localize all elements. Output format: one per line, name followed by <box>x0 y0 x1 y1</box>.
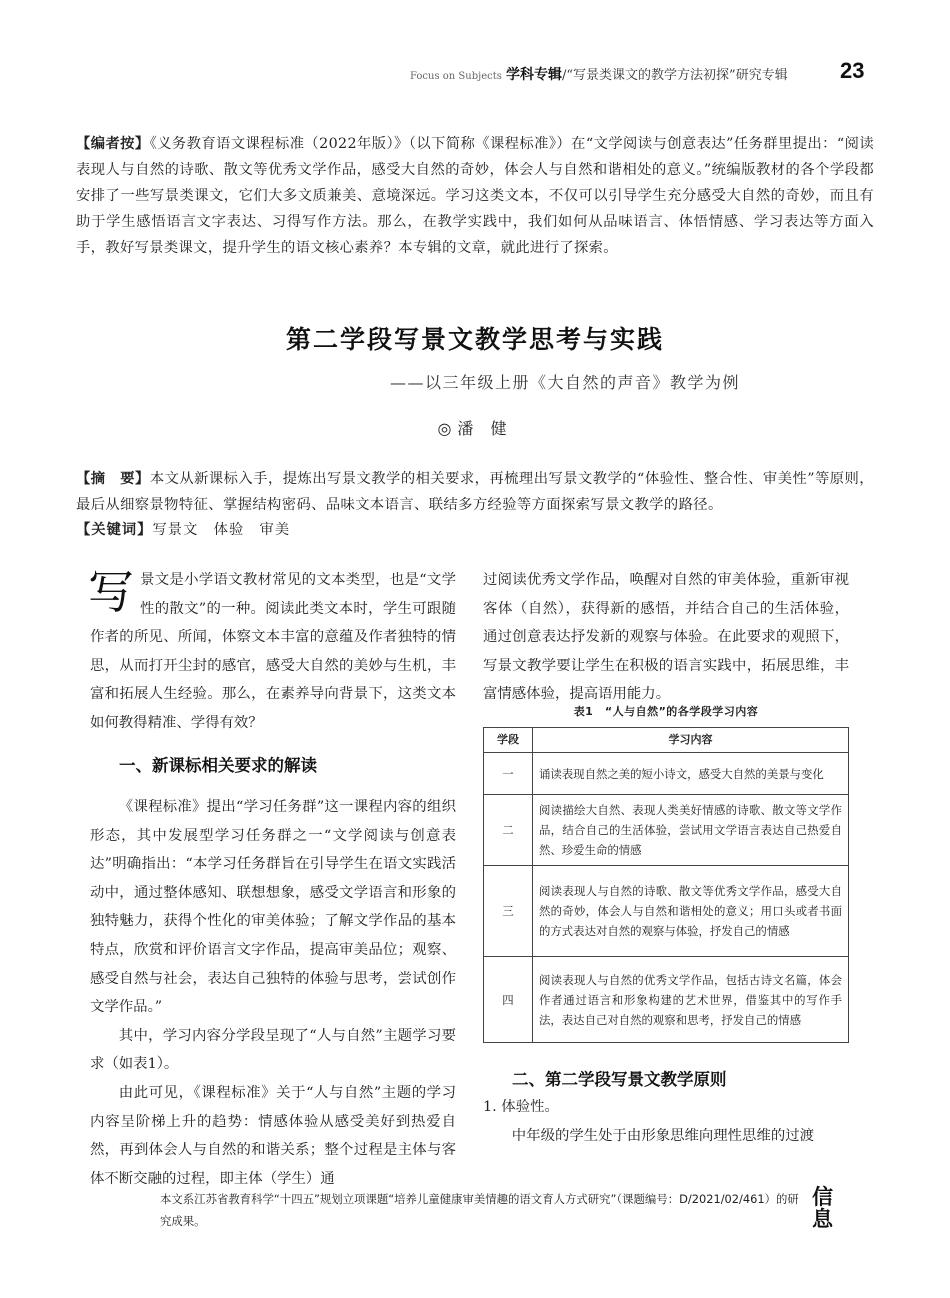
section2-subheading: 1. 体验性。 <box>483 1099 559 1115</box>
editor-note-label: 【编者按】 <box>76 136 150 152</box>
keywords <box>76 519 290 539</box>
abstract-text: 本文从新课标入手，提炼出写景文教学的相关要求，再梳理出写景文教学的“体验性、整合性、审美性”等原则，最后从细察景物特征、掌握结构密码、品味文本语言、联结多方经验等方面探索写景文教学的路径。 <box>76 471 874 514</box>
drop-cap: 写 <box>88 565 134 619</box>
right-column-section2 <box>483 1093 849 1150</box>
article-subtitle: ——以三年级上册《大自然的声音》教学为例 <box>390 373 741 392</box>
header-focus-label: Focus on Subjects <box>410 71 502 82</box>
right-column <box>483 566 849 709</box>
header-topic: /“写景类课文的教学方法初探”研究专辑 <box>562 68 788 83</box>
editor-note-text: 《义务教育语文课程标准（2022年版）》（以下简称《课程标准》）在“文学阅读与创意表达”任务群里提出：“阅读表现人与自然的诗歌、散文等优秀文学作品，感受大自然的奇妙，体会人与自然和谐相处的意义。”统编版教材的各个学段都安排了一些写景类课文，它们大多文质兼美、意境深远。学习这类文本，不仅可以引导学生充分感受大自然的奇妙，而且有助于学生感悟语言文字表达、习得写作方法。那么，在教学实践中，我们如何从品味语言、体悟情感、学习表达等方面入手，教好写景类课文，提升学生的语文核心素养？本专辑的文章，就此进行了探索。 <box>76 136 875 257</box>
left-column-section1 <box>90 793 456 1193</box>
abstract <box>76 466 874 518</box>
table-cell-stage: 一 <box>484 753 533 795</box>
running-header <box>410 58 865 84</box>
table-caption: 表1 “人与自然”的各学段学习内容 <box>573 705 759 718</box>
table-cell-stage: 二 <box>484 795 533 866</box>
table-cell-stage: 四 <box>484 957 533 1043</box>
table-cell-content: 阅读表现人与自然的诗歌、散文等优秀文学作品，感受大自然的奇妙，体会人与自然和谐相处的意义；用口头或者书面的方式表达对自然的观察与体验，抒发自己的情感 <box>533 866 849 957</box>
header-section: 学科专辑 <box>506 67 563 83</box>
table-cell-content: 阅读描绘大自然、表现人类美好情感的诗歌、散文等文学作品，结合自己的生活体验，尝试用文学语言表达自己热爱自然、珍爱生命的情感 <box>533 795 849 866</box>
intro-paragraph <box>90 566 456 738</box>
keywords-text: 写景文 体验 审美 <box>152 522 291 538</box>
table-cell-stage: 三 <box>484 866 533 957</box>
article-author: ◎潘 健 <box>437 419 513 438</box>
section1-paragraph-1: 《课程标准》提出“学习任务群”这一课程内容的组织形态，其中发展型学习任务群之一“文学阅读与创意表达”明确指出：“本学习任务群旨在引导学生在语文实践活动中，通过整体感知、联想想象，感受文学语言和形象的独特魅力，获得个性化的审美体验；了解文学作品的基本特点，欣赏和评价语言文字作品，提高审美品位；观察、感受自然与社会，表达自己独特的体验与思考，尝试创作文学作品。” <box>90 799 456 1016</box>
editor-note <box>76 131 874 261</box>
brand-mark: 信息 <box>812 1185 833 1231</box>
section1-heading: 一、新课标相关要求的解读 <box>119 756 317 775</box>
table-row <box>484 753 849 795</box>
section1-paragraph-3: 由此可见，《课程标准》关于“人与自然”主题的学习内容呈阶梯上升的趋势：情感体验从感受美好到热爱自然，再到体会人与自然的和谐关系；整个过程是主体与客体不断交融的过程，即主体（学生）通 <box>90 1084 456 1187</box>
footnote: 本文系江苏省教育科学“十四五”规划立项课题“培养儿童健康审美情趣的语文育人方式研究”（课题编号：D/2021/02/461）的研究成果。 <box>160 1192 799 1228</box>
table-header-stage: 学段 <box>484 728 533 753</box>
section2-heading: 二、第二学段写景文教学原则 <box>512 1070 727 1089</box>
table-cell-content: 阅读表现人与自然的优秀文学作品，包括古诗文名篇，体会作者通过语言和形象构建的艺术世界，借鉴其中的写作手法，表达自己对自然的观察和思考，抒发自己的情感 <box>533 957 849 1043</box>
keywords-label: 【关键词】 <box>76 522 153 538</box>
table-header-row <box>484 728 849 753</box>
abstract-label: 【摘 要】 <box>76 471 150 487</box>
article-title: 第二学段写景文教学思考与实践 <box>285 325 664 354</box>
right-paragraph-1: 过阅读优秀文学作品，唤醒对自然的审美体验，重新审视客体（自然），获得新的感悟，并结合自己的生活体验，通过创意表达抒发新的观察与体验。在此要求的观照下，写景文教学要让学生在积极的语言实践中，拓展思维，丰富情感体验，提高语用能力。 <box>483 572 849 703</box>
learning-content-table <box>483 727 849 1043</box>
table-row <box>484 866 849 957</box>
table-row <box>484 795 849 866</box>
table-cell-content: 诵读表现自然之美的短小诗文，感受大自然的美景与变化 <box>533 753 849 795</box>
section1-paragraph-2: 其中，学习内容分学段呈现了“人与自然”主题学习要求（如表1）。 <box>90 1027 456 1073</box>
section2-paragraph-1: 中年级的学生处于由形象思维向理性思维的过渡 <box>511 1127 815 1144</box>
table-header-content: 学习内容 <box>533 728 849 753</box>
page-number: 23 <box>840 58 865 83</box>
table-row <box>484 957 849 1043</box>
intro-text: 景文是小学语文教材常见的文本类型，也是“文学性的散文”的一种。阅读此类文本时，学生可跟随作者的所见、所闻，体察文本丰富的意蕴及作者独特的情思，从而打开尘封的感官，感受大自然的美妙与生机，丰富和拓展人生经验。那么，在素养导向背景下，这类文本如何教得精准、学得有效？ <box>90 572 456 731</box>
left-column <box>90 566 456 738</box>
